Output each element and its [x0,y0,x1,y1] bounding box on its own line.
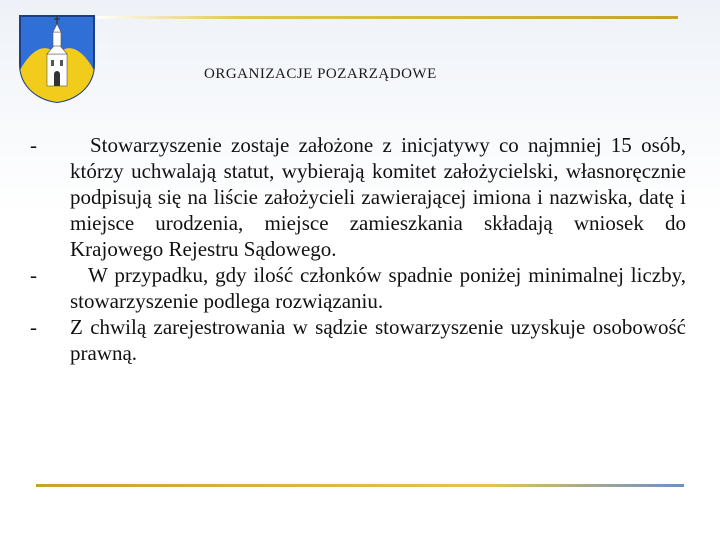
slide-title: ORGANIZACJE POZARZĄDOWE [204,66,437,82]
list-item [30,314,686,366]
coat-of-arms-icon [18,12,96,104]
list-item-text: Stowarzyszenie zostaje założone z inicjatywy co najmniej 15 osób, którzy uchwalają statut, wybierają komitet założycielski, własnoręcznie podpisują się na liście założycieli zawierającej imiona i nazwiska, datę i miejsce urodzenia, miejsce zamieszkania składają wniosek do Krajowego Rejestru Sądowego. [70,133,686,261]
list-item-text: Z chwilą zarejestrowania w sądzie stowarzyszenie uzyskuje osobowość prawną. [70,315,686,365]
bottom-divider [36,484,684,487]
list-marker: - [30,133,37,157]
content-list [30,132,686,366]
list-item [30,262,686,314]
list-item-text: W przypadku, gdy ilość członków spadnie poniżej minimalnej liczby, stowarzyszenie podlega rozwiązaniu. [70,263,686,313]
list-marker: - [30,315,37,339]
list-item [30,132,686,262]
list-marker: - [30,263,37,287]
top-divider [96,16,678,19]
